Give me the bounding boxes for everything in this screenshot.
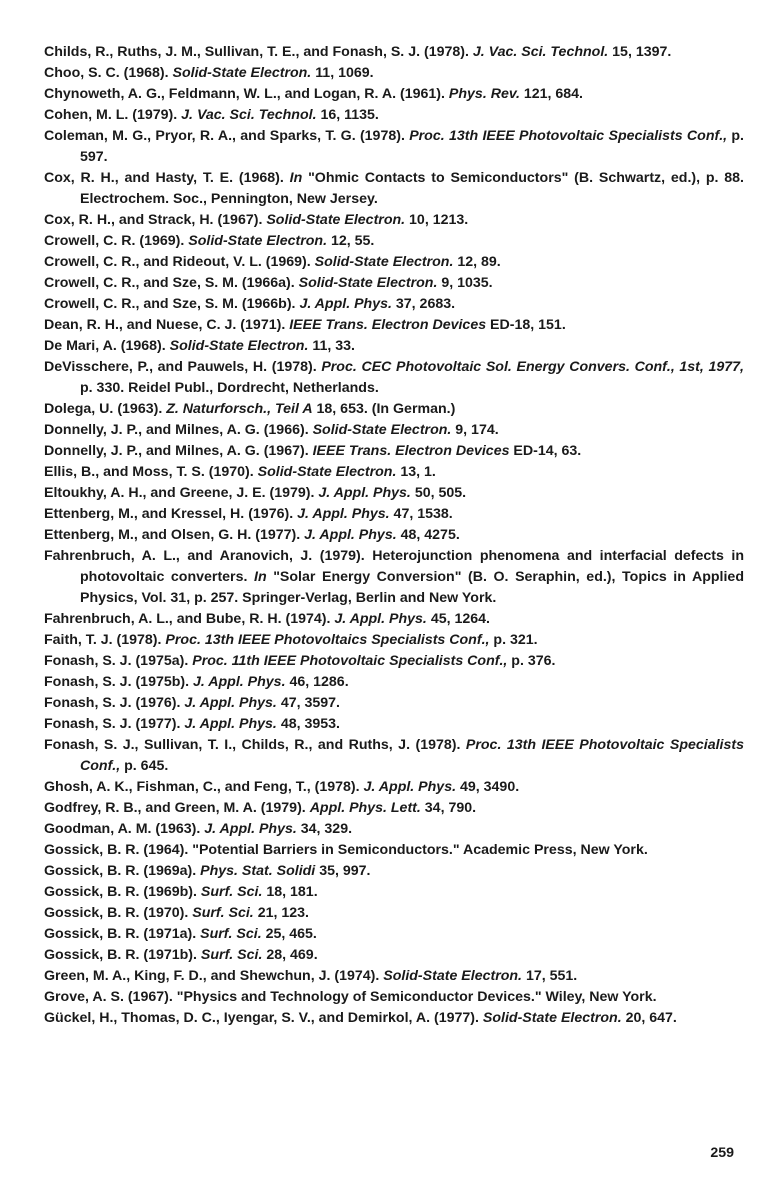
reference-journal: Solid-State Electron. bbox=[312, 422, 452, 438]
reference-authors-year: Donnelly, J. P., and Milnes, A. G. (1967). bbox=[44, 443, 313, 459]
reference-volume-pages: 34, 790. bbox=[420, 800, 477, 816]
reference-authors-year: Crowell, C. R., and Sze, S. M. (1966a). bbox=[44, 275, 299, 291]
reference-authors-year: Goodman, A. M. (1963). bbox=[44, 821, 205, 837]
reference-entry bbox=[44, 399, 744, 420]
reference-authors-year: Cox, R. H., and Hasty, T. E. (1968). bbox=[44, 170, 290, 186]
reference-volume-pages: 21, 123. bbox=[253, 905, 309, 921]
reference-authors-year: DeVisschere, P., and Pauwels, H. (1978). bbox=[44, 359, 322, 375]
reference-entry bbox=[44, 819, 744, 840]
reference-journal: Phys. Stat. Solidi bbox=[200, 863, 316, 879]
reference-volume-pages: 35, 997. bbox=[315, 863, 371, 879]
reference-volume-pages: p. 376. bbox=[507, 653, 556, 669]
reference-journal: J. Appl. Phys. bbox=[184, 716, 277, 732]
page-number: 259 bbox=[710, 1145, 734, 1161]
reference-entry bbox=[44, 294, 744, 315]
reference-authors-year: De Mari, A. (1968). bbox=[44, 338, 170, 354]
reference-journal: J. Appl. Phys. bbox=[363, 779, 457, 795]
reference-journal: Surf. Sci. bbox=[192, 905, 254, 921]
reference-authors-year: Fonash, S. J., Sullivan, T. I., Childs, R., and Ruths, J. (1978). bbox=[44, 737, 466, 753]
reference-entry bbox=[44, 987, 744, 1008]
reference-volume-pages: 20, 647. bbox=[621, 1010, 677, 1026]
reference-authors-year: Ghosh, A. K., Fishman, C., and Feng, T., (1978). bbox=[44, 779, 364, 795]
reference-journal: Z. Naturforsch., Teil A bbox=[166, 401, 313, 417]
reference-journal: Proc. 11th IEEE Photovoltaic Specialists Conf., bbox=[192, 653, 508, 669]
reference-entry bbox=[44, 252, 744, 273]
reference-authors-year: Gossick, B. R. (1971a). bbox=[44, 926, 201, 942]
reference-entry bbox=[44, 336, 744, 357]
reference-volume-pages: 45, 1264. bbox=[426, 611, 490, 627]
reference-journal: Proc. 13th IEEE Photovoltaic Specialists Conf., bbox=[409, 128, 728, 144]
reference-volume-pages: 50, 505. bbox=[410, 485, 467, 501]
reference-volume-pages: 10, 1213. bbox=[405, 212, 469, 228]
reference-authors-year: Chynoweth, A. G., Feldmann, W. L., and Logan, R. A. (1961). bbox=[44, 86, 449, 102]
reference-entry bbox=[44, 525, 744, 546]
reference-entry bbox=[44, 777, 744, 798]
reference-authors-year: Cohen, M. L. (1979). bbox=[44, 107, 182, 123]
reference-volume-pages: 18, 181. bbox=[262, 884, 318, 900]
reference-volume-pages: 12, 55. bbox=[327, 233, 375, 249]
reference-journal: J. Appl. Phys. bbox=[204, 821, 297, 837]
reference-entry bbox=[44, 630, 744, 651]
reference-entry bbox=[44, 210, 744, 231]
reference-authors-year: Donnelly, J. P., and Milnes, A. G. (1966). bbox=[44, 422, 313, 438]
reference-entry bbox=[44, 105, 744, 126]
reference-volume-pages: p. 597. bbox=[80, 128, 744, 165]
reference-journal: Solid-State Electron. bbox=[314, 254, 454, 270]
reference-entry bbox=[44, 42, 744, 63]
reference-volume-pages: "Solar Energy Conversion" (B. O. Seraphin, ed.), Topics in Applied Physics, Vol. 31, p. 257. Springer-Verlag, Berlin and New York. bbox=[80, 569, 744, 606]
reference-authors-year: Gossick, B. R. (1964). "Potential Barriers in Semiconductors." Academic Press, New York. bbox=[44, 842, 648, 858]
reference-authors-year: Green, M. A., King, F. D., and Shewchun, J. (1974). bbox=[44, 968, 384, 984]
reference-volume-pages: 18, 653. (In German.) bbox=[312, 401, 456, 417]
reference-authors-year: Grove, A. S. (1967). "Physics and Technology of Semiconductor Devices." Wiley, New York. bbox=[44, 989, 657, 1005]
reference-authors-year: Fonash, S. J. (1975a). bbox=[44, 653, 193, 669]
reference-volume-pages: 48, 4275. bbox=[396, 527, 460, 543]
reference-authors-year: Godfrey, R. B., and Green, M. A. (1979). bbox=[44, 800, 310, 816]
reference-journal: Solid-State Electron. bbox=[169, 338, 309, 354]
reference-authors-year: Eltoukhy, A. H., and Greene, J. E. (1979). bbox=[44, 485, 319, 501]
reference-authors-year: Ettenberg, M., and Kressel, H. (1976). bbox=[44, 506, 298, 522]
reference-authors-year: Ettenberg, M., and Olsen, G. H. (1977). bbox=[44, 527, 305, 543]
reference-authors-year: Faith, T. J. (1978). bbox=[44, 632, 166, 648]
reference-journal: Solid-State Electron. bbox=[257, 464, 397, 480]
reference-entry bbox=[44, 231, 744, 252]
reference-entry bbox=[44, 357, 744, 399]
reference-entry bbox=[44, 462, 744, 483]
reference-entry bbox=[44, 483, 744, 504]
reference-journal: IEEE Trans. Electron Devices bbox=[289, 317, 487, 333]
reference-journal: Proc. 13th IEEE Photovoltaics Specialists Conf., bbox=[165, 632, 490, 648]
reference-volume-pages: p. 321. bbox=[489, 632, 538, 648]
reference-volume-pages: p. 645. bbox=[120, 758, 169, 774]
reference-entry bbox=[44, 672, 744, 693]
reference-entry bbox=[44, 420, 744, 441]
reference-volume-pages: 9, 174. bbox=[451, 422, 499, 438]
reference-authors-year: Dean, R. H., and Nuese, C. J. (1971). bbox=[44, 317, 290, 333]
reference-entry bbox=[44, 966, 744, 987]
reference-journal: Solid-State Electron. bbox=[266, 212, 406, 228]
reference-authors-year: Choo, S. C. (1968). bbox=[44, 65, 173, 81]
reference-authors-year: Fahrenbruch, A. L., and Bube, R. H. (1974). bbox=[44, 611, 335, 627]
reference-authors-year: Fonash, S. J. (1977). bbox=[44, 716, 185, 732]
reference-entry bbox=[44, 924, 744, 945]
reference-authors-year: Gossick, B. R. (1971b). bbox=[44, 947, 201, 963]
reference-volume-pages: 17, 551. bbox=[522, 968, 578, 984]
reference-authors-year: Crowell, C. R. (1969). bbox=[44, 233, 189, 249]
reference-authors-year: Cox, R. H., and Strack, H. (1967). bbox=[44, 212, 267, 228]
reference-volume-pages: 47, 3597. bbox=[276, 695, 340, 711]
reference-volume-pages: p. 330. Reidel Publ., Dordrecht, Netherlands. bbox=[80, 380, 379, 396]
reference-volume-pages: "Ohmic Contacts to Semiconductors" (B. Schwartz, ed.), p. 88. Electrochem. Soc., Pennington, New Jersey. bbox=[80, 170, 744, 207]
reference-journal: Solid-State Electron. bbox=[298, 275, 438, 291]
reference-authors-year: Gossick, B. R. (1970). bbox=[44, 905, 193, 921]
reference-volume-pages: 28, 469. bbox=[262, 947, 318, 963]
reference-volume-pages: 49, 3490. bbox=[456, 779, 520, 795]
reference-authors-year: Fonash, S. J. (1976). bbox=[44, 695, 185, 711]
reference-journal: J. Vac. Sci. Technol. bbox=[472, 44, 609, 60]
reference-journal: Surf. Sci. bbox=[200, 926, 262, 942]
reference-journal: Appl. Phys. Lett. bbox=[309, 800, 421, 816]
reference-journal: J. Appl. Phys. bbox=[299, 296, 392, 312]
reference-volume-pages: 9, 1035. bbox=[437, 275, 493, 291]
reference-authors-year: Gückel, H., Thomas, D. C., Iyengar, S. V., and Demirkol, A. (1977). bbox=[44, 1010, 483, 1026]
reference-authors-year: Gossick, B. R. (1969b). bbox=[44, 884, 201, 900]
reference-volume-pages: 37, 2683. bbox=[391, 296, 456, 312]
reference-entry bbox=[44, 714, 744, 735]
reference-volume-pages: 11, 1069. bbox=[311, 65, 374, 81]
reference-journal: Solid-State Electron. bbox=[482, 1010, 622, 1026]
reference-volume-pages: 16, 1135. bbox=[316, 107, 379, 123]
reference-volume-pages: 121, 684. bbox=[519, 86, 584, 102]
reference-entry bbox=[44, 882, 744, 903]
reference-entry bbox=[44, 693, 744, 714]
reference-entry bbox=[44, 1008, 744, 1029]
reference-journal: Proc. CEC Photovoltaic Sol. Energy Convers. Conf., 1st, 1977, bbox=[321, 359, 744, 375]
reference-journal: J. Appl. Phys. bbox=[297, 506, 390, 522]
reference-authors-year: Crowell, C. R., and Sze, S. M. (1966b). bbox=[44, 296, 300, 312]
reference-volume-pages: ED-14, 63. bbox=[509, 443, 582, 459]
reference-authors-year: Ellis, B., and Moss, T. S. (1970). bbox=[44, 464, 258, 480]
reference-volume-pages: 15, 1397. bbox=[608, 44, 672, 60]
reference-journal: J. Appl. Phys. bbox=[193, 674, 286, 690]
reference-journal: In bbox=[254, 569, 267, 585]
reference-journal: IEEE Trans. Electron Devices bbox=[312, 443, 510, 459]
reference-journal: Solid-State Electron. bbox=[188, 233, 328, 249]
reference-volume-pages: 34, 329. bbox=[296, 821, 353, 837]
reference-journal: Phys. Rev. bbox=[448, 86, 520, 102]
reference-volume-pages: 12, 89. bbox=[453, 254, 501, 270]
reference-authors-year: Dolega, U. (1963). bbox=[44, 401, 167, 417]
reference-entry bbox=[44, 609, 744, 630]
reference-journal: Proc. 13th IEEE Photovoltaic Specialists Conf., bbox=[80, 737, 745, 774]
reference-entry bbox=[44, 441, 744, 462]
reference-journal: J. Appl. Phys. bbox=[334, 611, 427, 627]
reference-authors-year: Fonash, S. J. (1975b). bbox=[44, 674, 194, 690]
reference-entry bbox=[44, 273, 744, 294]
reference-journal: J. Appl. Phys. bbox=[318, 485, 411, 501]
reference-list bbox=[44, 42, 744, 1029]
reference-volume-pages: 13, 1. bbox=[396, 464, 436, 480]
reference-journal: Solid-State Electron. bbox=[383, 968, 522, 984]
reference-entry bbox=[44, 126, 744, 168]
reference-journal: Solid-State Electron. bbox=[172, 65, 312, 81]
reference-volume-pages: ED-18, 151. bbox=[486, 317, 566, 333]
reference-journal: J. Vac. Sci. Technol. bbox=[181, 107, 317, 123]
reference-authors-year: Gossick, B. R. (1969a). bbox=[44, 863, 201, 879]
reference-volume-pages: 48, 3953. bbox=[276, 716, 340, 732]
reference-entry bbox=[44, 168, 744, 210]
reference-journal: Surf. Sci. bbox=[200, 884, 263, 900]
reference-authors-year: Coleman, M. G., Pryor, R. A., and Sparks, T. G. (1978). bbox=[44, 128, 410, 144]
reference-entry bbox=[44, 504, 744, 525]
reference-volume-pages: 25, 465. bbox=[261, 926, 317, 942]
reference-entry bbox=[44, 63, 744, 84]
reference-entry bbox=[44, 315, 744, 336]
reference-journal: Surf. Sci. bbox=[200, 947, 263, 963]
reference-journal: In bbox=[289, 170, 303, 186]
reference-entry bbox=[44, 798, 744, 819]
reference-entry bbox=[44, 861, 744, 882]
reference-entry bbox=[44, 903, 744, 924]
reference-volume-pages: 11, 33. bbox=[308, 338, 355, 354]
reference-entry bbox=[44, 945, 744, 966]
reference-entry bbox=[44, 840, 744, 861]
reference-entry bbox=[44, 651, 744, 672]
reference-entry bbox=[44, 84, 744, 105]
reference-volume-pages: 47, 1538. bbox=[389, 506, 453, 522]
reference-authors-year: Crowell, C. R., and Rideout, V. L. (1969). bbox=[44, 254, 315, 270]
reference-volume-pages: 46, 1286. bbox=[285, 674, 349, 690]
reference-entry bbox=[44, 546, 744, 609]
reference-entry bbox=[44, 735, 744, 777]
reference-journal: J. Appl. Phys. bbox=[304, 527, 397, 543]
reference-authors-year: Childs, R., Ruths, J. M., Sullivan, T. E., and Fonash, S. J. (1978). bbox=[44, 44, 473, 60]
reference-journal: J. Appl. Phys. bbox=[184, 695, 277, 711]
reference-authors-year: Fahrenbruch, A. L., and Aranovich, J. (1979). Heterojunction phenomena and interfacial defects in photovoltaic converters. bbox=[44, 548, 744, 585]
